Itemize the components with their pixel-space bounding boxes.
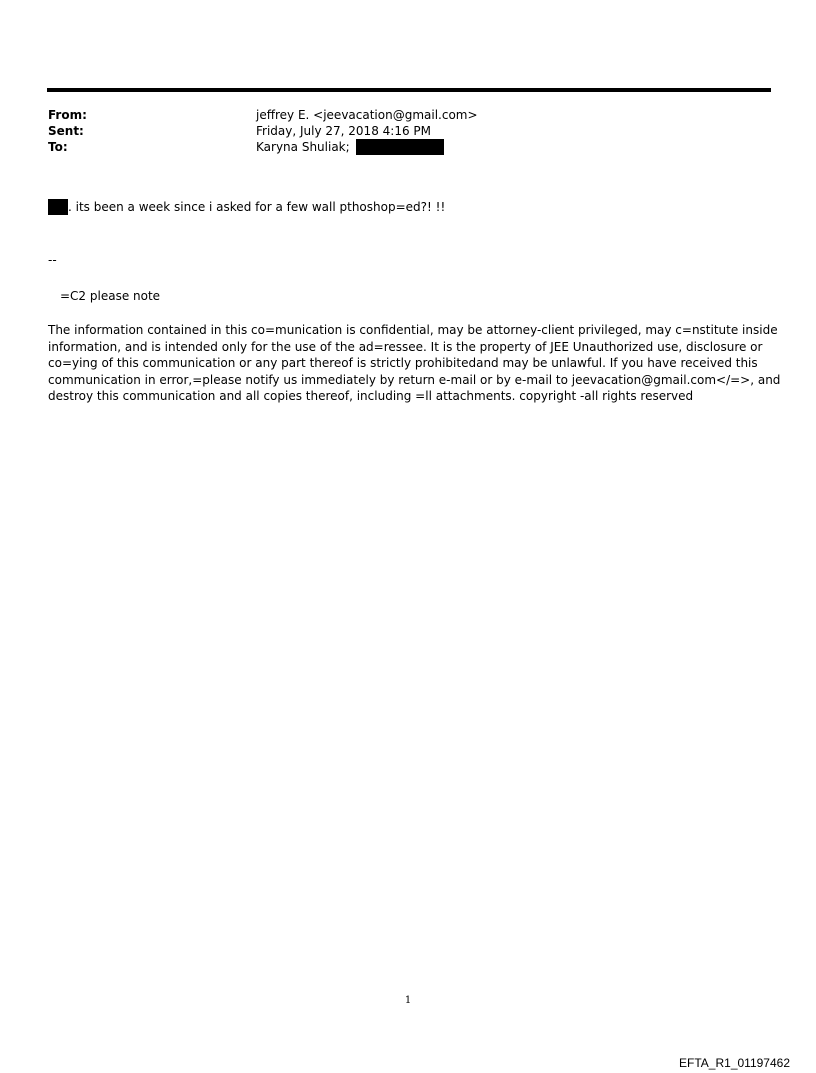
note-line: =C2 please note [60,289,161,303]
to-row [48,139,768,155]
greeting-line [48,199,445,216]
redaction-box [48,199,68,215]
disclaimer-line: The information contained in this co=munication is confidential, may be attorney-client privileged, may c=nstitute inside [48,323,778,337]
header-divider [47,88,771,92]
disclaimer-line: information, and is intended only for the use of the ad=ressee. It is the property of JEE Unauthorized use, disclosure or [48,339,763,354]
disclaimer-line: communication in error,=please notify us immediately by return e-mail or by e-mail to jeevacation@gmail.com</=>, and [48,372,781,387]
redaction-box [356,139,444,155]
bates-number: EFTA_R1_01197462 [679,1056,790,1070]
from-row [48,107,768,123]
from-label: From: [48,108,87,122]
from-value: jeffrey E. <jeevacation@gmail.com> [256,108,478,122]
to-value-wrapper [256,139,444,156]
sent-row [48,123,768,139]
disclaimer-line: co=ying of this communication or any part thereof is strictly prohibitedand may be unlawful. If you have received this [48,356,758,370]
confidentiality-disclaimer [48,322,781,405]
to-value: Karyna Shuliak; [256,140,350,154]
to-label: To: [48,140,68,154]
signature-separator: -- [48,253,57,267]
sent-label: Sent: [48,124,84,138]
page-number: 1 [404,995,412,1006]
email-header [48,107,768,155]
greeting-text: . its been a week since i asked for a few wall pthoshop=ed?! !! [68,200,446,214]
sent-value: Friday, July 27, 2018 4:16 PM [256,124,431,138]
disclaimer-line: destroy this communication and all copies thereof, including =ll attachments. copyright -all rights reserved [48,389,694,403]
